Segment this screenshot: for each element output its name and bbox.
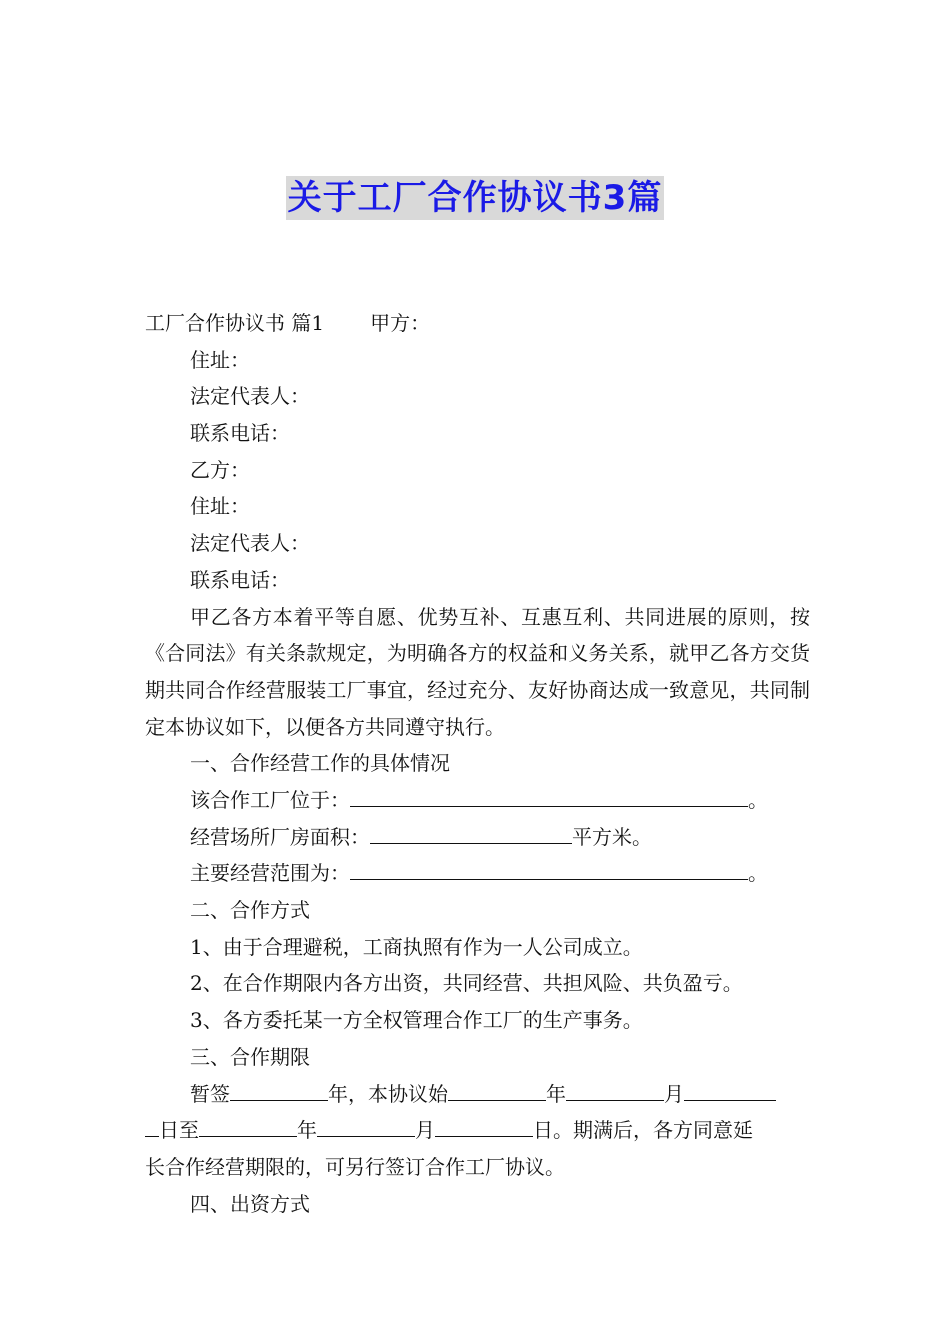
location-line xyxy=(145,782,810,819)
document-body xyxy=(145,305,810,1222)
heading-line xyxy=(145,305,810,342)
location-label: 该合作工厂位于： xyxy=(190,788,350,812)
term-text: 年 xyxy=(546,1081,566,1106)
scope-label: 主要经营范围为： xyxy=(190,861,350,886)
location-end: 。 xyxy=(748,788,768,812)
start-day-blank-cont[interactable] xyxy=(145,1114,159,1137)
title-container xyxy=(0,176,950,220)
end-month-blank[interactable] xyxy=(317,1114,415,1137)
section-3-title: 三、合作期限 xyxy=(190,1044,310,1069)
term-text: 年，本协议始 xyxy=(328,1081,448,1106)
intro-paragraph: 甲乙各方本着平等自愿、优势互补、互惠互利、共同进展的原则，按《合同法》有关条款规定，为明确各方的权益和义务关系，就甲乙各方交货期共同合作经营服装工厂事宜，经过充分、友好协商达成一致意见，共同制定本协议如下，以便各方共同遵守执行。 xyxy=(145,604,810,739)
party-a-phone: 联系电话： xyxy=(190,421,290,446)
term-text: 年 xyxy=(297,1118,317,1143)
cooperation-item-3: 3、各方委托某一方全权管理合作工厂的生产事务。 xyxy=(190,1008,643,1033)
scope-line xyxy=(145,855,810,892)
agreement-heading: 工厂合作协议书 篇1 xyxy=(145,311,325,335)
party-a-address: 住址： xyxy=(190,347,250,372)
cooperation-item-1: 1、由于合理避税，工商执照有作为一人公司成立。 xyxy=(190,934,643,959)
party-b-label: 乙方： xyxy=(190,457,250,482)
term-years-blank[interactable] xyxy=(230,1078,328,1101)
section-1-title: 一、合作经营工作的具体情况 xyxy=(190,751,450,776)
start-month-blank[interactable] xyxy=(566,1078,664,1101)
start-year-blank[interactable] xyxy=(448,1078,546,1101)
party-b-address: 住址： xyxy=(190,494,250,519)
term-text: 暂签 xyxy=(190,1081,230,1106)
cooperation-item-2: 2、在合作期限内各方出资，共同经营、共担风险、共负盈亏。 xyxy=(190,971,743,996)
end-year-blank[interactable] xyxy=(199,1114,297,1137)
term-text: 日。期满后，各方同意延 xyxy=(533,1118,753,1143)
party-a-label: 甲方： xyxy=(370,311,431,335)
party-a-legal-rep: 法定代表人： xyxy=(190,384,310,409)
area-unit: 平方米。 xyxy=(572,824,652,849)
term-line-2 xyxy=(145,1112,810,1149)
term-text: 月 xyxy=(415,1118,435,1143)
area-line xyxy=(145,819,810,856)
end-day-blank[interactable] xyxy=(435,1114,533,1137)
scope-end: 。 xyxy=(748,861,768,886)
location-blank[interactable] xyxy=(350,784,748,807)
scope-blank[interactable] xyxy=(350,857,748,880)
area-blank[interactable] xyxy=(370,821,572,844)
section-4-title: 四、出资方式 xyxy=(190,1191,310,1216)
start-day-blank[interactable] xyxy=(684,1078,776,1101)
term-text: 日至 xyxy=(159,1118,199,1143)
party-b-legal-rep: 法定代表人： xyxy=(190,531,310,556)
document-title: 关于工厂合作协议书3篇 xyxy=(287,178,663,218)
section-2-title: 二、合作方式 xyxy=(190,898,310,923)
party-b-phone: 联系电话： xyxy=(190,567,290,592)
area-label: 经营场所厂房面积： xyxy=(190,824,370,849)
term-text: 月 xyxy=(664,1081,684,1106)
term-line-1 xyxy=(145,1076,810,1113)
term-line-3: 长合作经营期限的，可另行签订合作工厂协议。 xyxy=(145,1154,565,1179)
